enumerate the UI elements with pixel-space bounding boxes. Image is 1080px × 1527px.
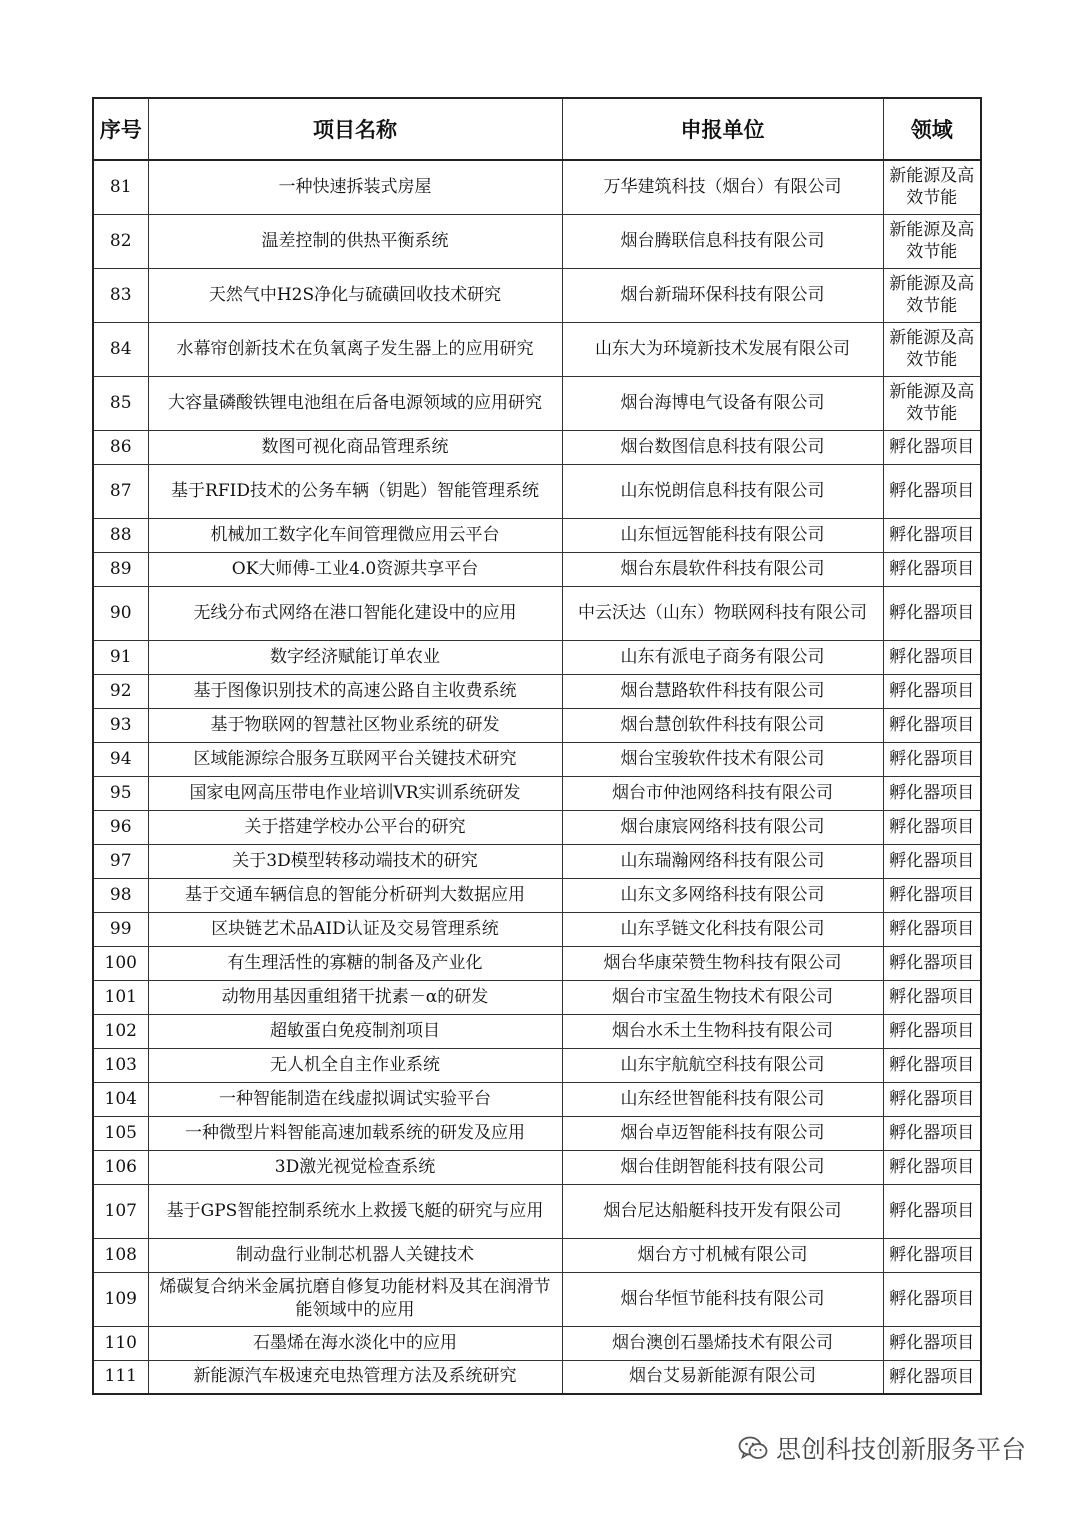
row-field-text: 孵化器项目 bbox=[889, 919, 975, 939]
row-field-text: 孵化器项目 bbox=[889, 1289, 975, 1309]
row-applicant-unit: 烟台市仲池网络科技有限公司 bbox=[562, 776, 883, 810]
row-project-name: 天然气中H2S净化与硫磺回收技术研究 bbox=[148, 268, 562, 322]
row-field-text: 孵化器项目 bbox=[889, 1245, 975, 1265]
row-serial: 90 bbox=[93, 586, 148, 640]
row-field-text: 孵化器项目 bbox=[889, 681, 975, 701]
row-serial: 110 bbox=[93, 1326, 148, 1360]
row-project-name: 水幕帘创新技术在负氧离子发生器上的应用研究 bbox=[148, 322, 562, 376]
table-row bbox=[93, 586, 981, 640]
row-applicant-unit: 烟台华康荣赞生物科技有限公司 bbox=[562, 946, 883, 980]
row-field-text: 孵化器项目 bbox=[889, 647, 975, 667]
row-serial: 104 bbox=[93, 1082, 148, 1116]
row-serial: 100 bbox=[93, 946, 148, 980]
table-body bbox=[93, 160, 981, 1394]
row-applicant-unit: 山东恒远智能科技有限公司 bbox=[562, 518, 883, 552]
row-field bbox=[883, 464, 981, 518]
row-project-name: 一种智能制造在线虚拟调试实验平台 bbox=[148, 1082, 562, 1116]
row-applicant-unit: 烟台水禾土生物科技有限公司 bbox=[562, 1014, 883, 1048]
row-applicant-unit: 烟台卓迈智能科技有限公司 bbox=[562, 1116, 883, 1150]
row-field-text: 孵化器项目 bbox=[889, 1089, 975, 1109]
row-field bbox=[883, 1048, 981, 1082]
row-field bbox=[883, 1326, 981, 1360]
row-field bbox=[883, 518, 981, 552]
row-serial: 82 bbox=[93, 214, 148, 268]
table-row bbox=[93, 708, 981, 742]
row-project-name: 区域能源综合服务互联网平台关键技术研究 bbox=[148, 742, 562, 776]
row-field-text: 新能源及高效节能 bbox=[889, 328, 975, 370]
table-row bbox=[93, 776, 981, 810]
row-field bbox=[883, 946, 981, 980]
row-serial: 105 bbox=[93, 1116, 148, 1150]
row-field bbox=[883, 1082, 981, 1116]
row-applicant-unit: 烟台华恒节能科技有限公司 bbox=[562, 1272, 883, 1326]
row-serial: 81 bbox=[93, 160, 148, 214]
row-project-name: 有生理活性的寡糖的制备及产业化 bbox=[148, 946, 562, 980]
row-field bbox=[883, 322, 981, 376]
row-field bbox=[883, 552, 981, 586]
table-row bbox=[93, 160, 981, 214]
row-serial: 103 bbox=[93, 1048, 148, 1082]
row-field-text: 孵化器项目 bbox=[889, 749, 975, 769]
row-serial: 95 bbox=[93, 776, 148, 810]
row-project-name: 基于交通车辆信息的智能分析研判大数据应用 bbox=[148, 878, 562, 912]
row-project-name: 基于图像识别技术的高速公路自主收费系统 bbox=[148, 674, 562, 708]
row-applicant-unit: 山东孚链文化科技有限公司 bbox=[562, 912, 883, 946]
row-applicant-unit: 烟台方寸机械有限公司 bbox=[562, 1238, 883, 1272]
table-row bbox=[93, 640, 981, 674]
row-project-name: 无人机全自主作业系统 bbox=[148, 1048, 562, 1082]
row-serial: 87 bbox=[93, 464, 148, 518]
row-project-name: OK大师傅-工业4.0资源共享平台 bbox=[148, 552, 562, 586]
row-field-text: 孵化器项目 bbox=[889, 783, 975, 803]
row-project-name: 基于GPS智能控制系统水上救援飞艇的研究与应用 bbox=[148, 1184, 562, 1238]
table-row bbox=[93, 980, 981, 1014]
row-serial: 86 bbox=[93, 430, 148, 464]
row-field bbox=[883, 640, 981, 674]
row-serial: 94 bbox=[93, 742, 148, 776]
row-applicant-unit: 烟台海博电气设备有限公司 bbox=[562, 376, 883, 430]
row-applicant-unit: 万华建筑科技（烟台）有限公司 bbox=[562, 160, 883, 214]
table-row bbox=[93, 430, 981, 464]
row-serial: 93 bbox=[93, 708, 148, 742]
row-applicant-unit: 山东文多网络科技有限公司 bbox=[562, 878, 883, 912]
row-serial: 88 bbox=[93, 518, 148, 552]
row-applicant-unit: 烟台数图信息科技有限公司 bbox=[562, 430, 883, 464]
row-field-text: 孵化器项目 bbox=[889, 603, 975, 623]
row-field-text: 孵化器项目 bbox=[889, 953, 975, 973]
row-applicant-unit: 烟台新瑞环保科技有限公司 bbox=[562, 268, 883, 322]
table-row bbox=[93, 946, 981, 980]
row-field bbox=[883, 912, 981, 946]
table-header-row bbox=[93, 98, 981, 160]
table-row bbox=[93, 742, 981, 776]
row-field-text: 新能源及高效节能 bbox=[889, 382, 975, 424]
project-table bbox=[92, 97, 982, 1395]
row-field bbox=[883, 1360, 981, 1394]
table-row bbox=[93, 1326, 981, 1360]
header-field: 领域 bbox=[883, 98, 981, 160]
row-field bbox=[883, 810, 981, 844]
watermark bbox=[738, 1428, 1026, 1468]
row-applicant-unit: 烟台慧路软件科技有限公司 bbox=[562, 674, 883, 708]
row-field bbox=[883, 708, 981, 742]
row-field-text: 孵化器项目 bbox=[889, 481, 975, 501]
table-row bbox=[93, 810, 981, 844]
row-serial: 109 bbox=[93, 1272, 148, 1326]
row-field-text: 新能源及高效节能 bbox=[889, 166, 975, 209]
row-serial: 84 bbox=[93, 322, 148, 376]
row-applicant-unit: 山东有派电子商务有限公司 bbox=[562, 640, 883, 674]
row-applicant-unit: 烟台慧创软件科技有限公司 bbox=[562, 708, 883, 742]
header-applicant-unit: 申报单位 bbox=[562, 98, 883, 160]
row-project-name: 石墨烯在海水淡化中的应用 bbox=[148, 1326, 562, 1360]
row-serial: 91 bbox=[93, 640, 148, 674]
row-field-text: 孵化器项目 bbox=[889, 1021, 975, 1041]
watermark-text: 思创科技创新服务平台 bbox=[776, 1435, 1027, 1464]
row-field-text: 孵化器项目 bbox=[889, 885, 975, 905]
row-field bbox=[883, 160, 981, 214]
row-project-name: 3D激光视觉检查系统 bbox=[148, 1150, 562, 1184]
row-field-text: 孵化器项目 bbox=[889, 1123, 975, 1143]
row-field-text: 新能源及高效节能 bbox=[889, 274, 975, 316]
row-project-name: 制动盘行业制芯机器人关键技术 bbox=[148, 1238, 562, 1272]
table-row bbox=[93, 1238, 981, 1272]
row-serial: 111 bbox=[93, 1360, 148, 1394]
wechat-icon bbox=[738, 1435, 768, 1461]
row-field-text: 孵化器项目 bbox=[889, 1333, 975, 1353]
row-field bbox=[883, 980, 981, 1014]
row-project-name: 温差控制的供热平衡系统 bbox=[148, 214, 562, 268]
row-field-text: 孵化器项目 bbox=[889, 817, 975, 837]
row-field bbox=[883, 844, 981, 878]
row-project-name: 国家电网高压带电作业培训VR实训系统研发 bbox=[148, 776, 562, 810]
row-field-text: 孵化器项目 bbox=[889, 1366, 975, 1387]
row-applicant-unit: 烟台市宝盈生物技术有限公司 bbox=[562, 980, 883, 1014]
row-applicant-unit: 烟台东晨软件科技有限公司 bbox=[562, 552, 883, 586]
row-applicant-unit: 烟台澳创石墨烯技术有限公司 bbox=[562, 1326, 883, 1360]
table-row bbox=[93, 1082, 981, 1116]
row-field bbox=[883, 742, 981, 776]
row-applicant-unit: 中云沃达（山东）物联网科技有限公司 bbox=[562, 586, 883, 640]
table-row bbox=[93, 518, 981, 552]
row-applicant-unit: 烟台佳朗智能科技有限公司 bbox=[562, 1150, 883, 1184]
row-applicant-unit: 山东悦朗信息科技有限公司 bbox=[562, 464, 883, 518]
row-field bbox=[883, 1116, 981, 1150]
row-field-text: 孵化器项目 bbox=[889, 987, 975, 1007]
row-serial: 99 bbox=[93, 912, 148, 946]
row-serial: 97 bbox=[93, 844, 148, 878]
row-field bbox=[883, 268, 981, 322]
row-field-text: 孵化器项目 bbox=[889, 437, 975, 457]
row-field bbox=[883, 376, 981, 430]
table-row bbox=[93, 1116, 981, 1150]
table-row bbox=[93, 1048, 981, 1082]
table-row bbox=[93, 844, 981, 878]
table-row bbox=[93, 1184, 981, 1238]
row-serial: 96 bbox=[93, 810, 148, 844]
row-project-name: 基于RFID技术的公务车辆（钥匙）智能管理系统 bbox=[148, 464, 562, 518]
row-project-name: 数字经济赋能订单农业 bbox=[148, 640, 562, 674]
row-applicant-unit: 山东瑞瀚网络科技有限公司 bbox=[562, 844, 883, 878]
row-serial: 108 bbox=[93, 1238, 148, 1272]
row-field bbox=[883, 878, 981, 912]
row-field-text: 孵化器项目 bbox=[889, 715, 975, 735]
row-field bbox=[883, 1014, 981, 1048]
row-serial: 83 bbox=[93, 268, 148, 322]
row-field-text: 新能源及高效节能 bbox=[889, 220, 975, 262]
row-project-name: 关于3D模型转移动端技术的研究 bbox=[148, 844, 562, 878]
row-field bbox=[883, 776, 981, 810]
row-project-name: 无线分布式网络在港口智能化建设中的应用 bbox=[148, 586, 562, 640]
table-row bbox=[93, 376, 981, 430]
row-applicant-unit: 烟台艾易新能源有限公司 bbox=[562, 1360, 883, 1394]
row-field bbox=[883, 214, 981, 268]
row-field bbox=[883, 1184, 981, 1238]
row-project-name: 超敏蛋白免疫制剂项目 bbox=[148, 1014, 562, 1048]
row-applicant-unit: 烟台尼达船艇科技开发有限公司 bbox=[562, 1184, 883, 1238]
table-row bbox=[93, 674, 981, 708]
table-row bbox=[93, 214, 981, 268]
row-applicant-unit: 烟台宝骏软件技术有限公司 bbox=[562, 742, 883, 776]
header-project-name: 项目名称 bbox=[148, 98, 562, 160]
row-serial: 85 bbox=[93, 376, 148, 430]
row-serial: 89 bbox=[93, 552, 148, 586]
row-applicant-unit: 山东经世智能科技有限公司 bbox=[562, 1082, 883, 1116]
row-project-name: 大容量磷酸铁锂电池组在后备电源领域的应用研究 bbox=[148, 376, 562, 430]
row-field-text: 孵化器项目 bbox=[889, 851, 975, 871]
row-field-text: 孵化器项目 bbox=[889, 559, 975, 579]
table-row bbox=[93, 1272, 981, 1326]
row-project-name: 动物用基因重组猪干扰素－α的研发 bbox=[148, 980, 562, 1014]
row-field bbox=[883, 1272, 981, 1326]
row-project-name: 一种快速拆装式房屋 bbox=[148, 160, 562, 214]
row-project-name: 烯碳复合纳米金属抗磨自修复功能材料及其在润滑节能领域中的应用 bbox=[148, 1272, 562, 1326]
table-row bbox=[93, 464, 981, 518]
table-row bbox=[93, 552, 981, 586]
row-applicant-unit: 烟台腾联信息科技有限公司 bbox=[562, 214, 883, 268]
row-serial: 106 bbox=[93, 1150, 148, 1184]
row-serial: 98 bbox=[93, 878, 148, 912]
row-serial: 101 bbox=[93, 980, 148, 1014]
row-project-name: 机械加工数字化车间管理微应用云平台 bbox=[148, 518, 562, 552]
row-field-text: 孵化器项目 bbox=[889, 1055, 975, 1075]
row-project-name: 基于物联网的智慧社区物业系统的研发 bbox=[148, 708, 562, 742]
row-applicant-unit: 山东大为环境新技术发展有限公司 bbox=[562, 322, 883, 376]
table-row bbox=[93, 1014, 981, 1048]
row-field-text: 孵化器项目 bbox=[889, 1157, 975, 1177]
row-project-name: 一种微型片料智能高速加载系统的研发及应用 bbox=[148, 1116, 562, 1150]
header-serial: 序号 bbox=[93, 98, 148, 160]
row-field bbox=[883, 586, 981, 640]
row-field bbox=[883, 430, 981, 464]
row-field bbox=[883, 1238, 981, 1272]
table-row bbox=[93, 1150, 981, 1184]
row-field-text: 孵化器项目 bbox=[889, 1201, 975, 1221]
row-applicant-unit: 山东宇航航空科技有限公司 bbox=[562, 1048, 883, 1082]
row-project-name: 新能源汽车极速充电热管理方法及系统研究 bbox=[148, 1360, 562, 1394]
row-serial: 102 bbox=[93, 1014, 148, 1048]
table-row bbox=[93, 322, 981, 376]
row-project-name: 数图可视化商品管理系统 bbox=[148, 430, 562, 464]
table-row bbox=[93, 268, 981, 322]
table-row bbox=[93, 878, 981, 912]
row-serial: 107 bbox=[93, 1184, 148, 1238]
row-serial: 92 bbox=[93, 674, 148, 708]
table-row bbox=[93, 1360, 981, 1394]
row-project-name: 关于搭建学校办公平台的研究 bbox=[148, 810, 562, 844]
row-field-text: 孵化器项目 bbox=[889, 525, 975, 545]
row-applicant-unit: 烟台康宸网络科技有限公司 bbox=[562, 810, 883, 844]
row-project-name: 区块链艺术品AID认证及交易管理系统 bbox=[148, 912, 562, 946]
row-field bbox=[883, 1150, 981, 1184]
row-field bbox=[883, 674, 981, 708]
table-row bbox=[93, 912, 981, 946]
